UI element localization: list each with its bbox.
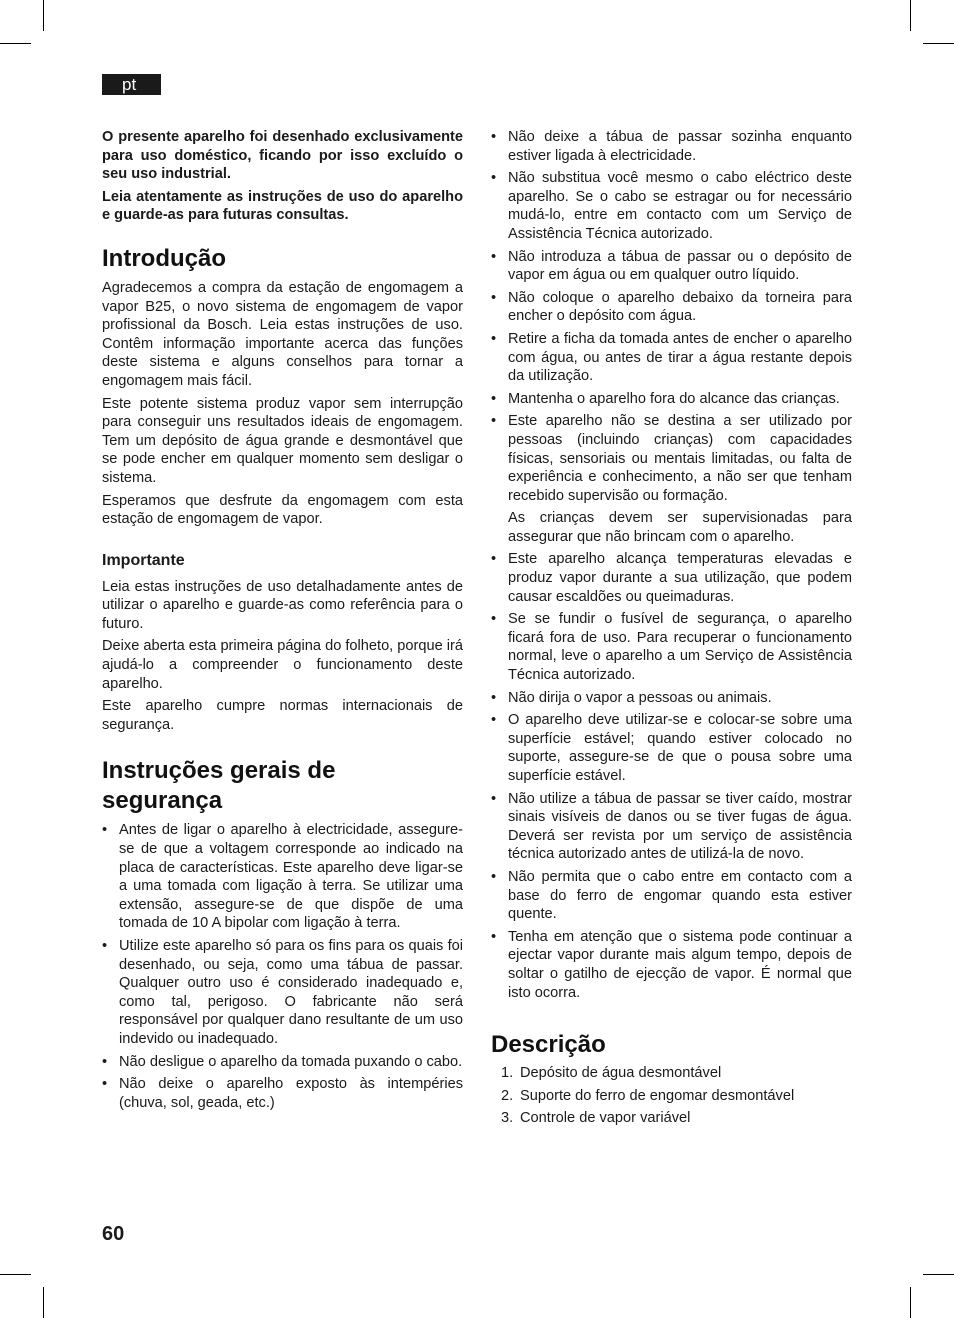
description-item [491, 1109, 852, 1128]
section-title-line: Instruções gerais de [102, 757, 336, 785]
list-item: • Não introduza a tábua de passar ou o depósito de vapor em água ou em qualquer outro líquido. [491, 248, 852, 285]
paragraph: Este aparelho cumpre normas internacionais de segurança. [102, 698, 463, 733]
left-column [102, 128, 463, 1116]
list-item-text: Este aparelho não se destina a ser utilizado por pessoas (incluindo crianças) com capacidades físicas, sensoriais ou mentais limitadas, ou falta de experiência e conhecimento, a não ser que tenham recebido supervisão ou formação. [508, 413, 852, 504]
list-item: • O aparelho deve utilizar-se e colocar-se sobre uma superfície estável; quando estiver colocado no suporte, assegure-se de que o pousa sobre uma superfície estável. [491, 711, 852, 785]
crop-mark [910, 1287, 911, 1318]
crop-mark [0, 43, 31, 44]
intro-notice: O presente aparelho foi desenhado exclusivamente para uso doméstico, ficando por isso excluído o seu uso industrial. [102, 129, 463, 183]
list-item: • Não coloque o aparelho debaixo da torneira para encher o depósito com água. [491, 289, 852, 326]
section-title-seguranca [102, 756, 463, 816]
safety-list-left [102, 821, 463, 1112]
list-item: • Não utilize a tábua de passar se tiver caído, mostrar sinais visíveis de danos ou se tiver fugas de água. Deverá ser revista por um serviço de assistência técnica autorizado antes de utilizá-la de novo. [491, 790, 852, 864]
intro-notice: Leia atentamente as instruções de uso do aparelho e guarde-as para futuras consultas. [102, 188, 463, 224]
description-item [491, 1064, 852, 1083]
item-text: Depósito de água desmontável [520, 1065, 722, 1082]
language-tag: pt [102, 74, 161, 95]
item-number: 2. [501, 1087, 514, 1104]
paragraph: Este potente sistema produz vapor sem interrupção para conseguir uns resultados ideais de engomagem. Tem um depósito de água grande e desmontável que se pode encher em qualquer momento sem desligar o sistema. [102, 395, 463, 486]
list-item: • Não deixe o aparelho exposto às intempéries (chuva, sol, geada, etc.) [102, 1075, 463, 1112]
safety-list-right [491, 128, 852, 1002]
item-number: 3. [501, 1110, 514, 1127]
list-item: • Não dirija o vapor a pessoas ou animais. [491, 689, 852, 708]
description-list [491, 1064, 852, 1128]
page-number: 60 [102, 1223, 125, 1245]
list-item: • Mantenha o aparelho fora do alcance das crianças. [491, 390, 852, 409]
item-number: 1. [501, 1065, 514, 1082]
children-note: As crianças devem ser supervisionadas para assegurar que não brincam com o aparelho. [508, 510, 852, 545]
crop-mark [0, 1274, 31, 1275]
crop-mark [910, 0, 911, 31]
item-text: Suporte do ferro de engomar desmontável [520, 1087, 795, 1104]
crop-mark [923, 43, 954, 44]
right-column [491, 128, 852, 1132]
list-item: • Retire a ficha da tomada antes de encher o aparelho com água, ou antes de tirar a água restante depois da utilização. [491, 330, 852, 386]
subsection-title-importante: Importante [102, 551, 185, 569]
list-item: • Tenha em atenção que o sistema pode continuar a ejectar vapor durante mais algum tempo, depois de soltar o gatilho de ejecção de vapor. É normal que isto ocorra. [491, 928, 852, 1002]
list-item: • Não desligue o aparelho da tomada puxando o cabo. [102, 1053, 463, 1072]
list-item: • Utilize este aparelho só para os fins para os quais foi desenhado, ou seja, como uma tábua de passar. Qualquer outro uso é considerado inadequado e, como tal, perigoso. O fabricante não será responsável por qualquer dano resultante de um uso indevido ou inadequado. [102, 937, 463, 1049]
list-item: • Não substitua você mesmo o cabo eléctrico deste aparelho. Se o cabo se estragar ou for necessário mudá-lo, entre em contacto com um Serviço de Assistência Técnica autorizado. [491, 169, 852, 243]
paragraph: Leia estas instruções de uso detalhadamente antes de utilizar o aparelho e guarde-as como referência para o futuro. [102, 578, 463, 632]
paragraph: Esperamos que desfrute da engomagem com esta estação de engomagem de vapor. [102, 492, 463, 528]
list-item: • Não permita que o cabo entre em contacto com a base do ferro de engomar quando esta estiver quente. [491, 868, 852, 924]
list-item: • Este aparelho alcança temperaturas elevadas e produz vapor durante a sua utilização, que podem causar escaldões ou queimaduras. [491, 550, 852, 606]
list-item: • Antes de ligar o aparelho à electricidade, assegure-se de que a voltagem corresponde ao indicado na placa de características. Este aparelho deve ligar-se a uma tomada com ligação à terra. Se utilizar uma extensão, assegure-se de que dispõe de uma tomada de 10 A bipolar com ligação à terra. [102, 821, 463, 933]
section-title-introducao: Introdução [102, 244, 226, 272]
list-item [491, 412, 852, 546]
description-item [491, 1087, 852, 1106]
item-text: Controle de vapor variável [520, 1110, 691, 1127]
list-item: • Não deixe a tábua de passar sozinha enquanto estiver ligada à electricidade. [491, 128, 852, 165]
section-title-line: segurança [102, 787, 223, 815]
crop-mark [43, 1287, 44, 1318]
section-title-descricao: Descrição [491, 1031, 606, 1059]
paragraph: Agradecemos a compra da estação de engomagem a vapor B25, o novo sistema de engomagem de vapor profissional da Bosch. Leia estas instruções de uso. Contêm informação importante acerca das funções deste sistema e alguns conselhos para tornar a engomagem mais fácil. [102, 279, 463, 389]
paragraph: Deixe aberta esta primeira página do folheto, porque irá ajudá-lo a compreender o funcionamento deste aparelho. [102, 638, 464, 692]
crop-mark [43, 0, 44, 31]
list-item: • Se se fundir o fusível de segurança, o aparelho ficará fora de uso. Para recuperar o funcionamento normal, leve o aparelho a um Serviço de Assistência Técnica autorizado. [491, 610, 852, 684]
crop-mark [923, 1274, 954, 1275]
